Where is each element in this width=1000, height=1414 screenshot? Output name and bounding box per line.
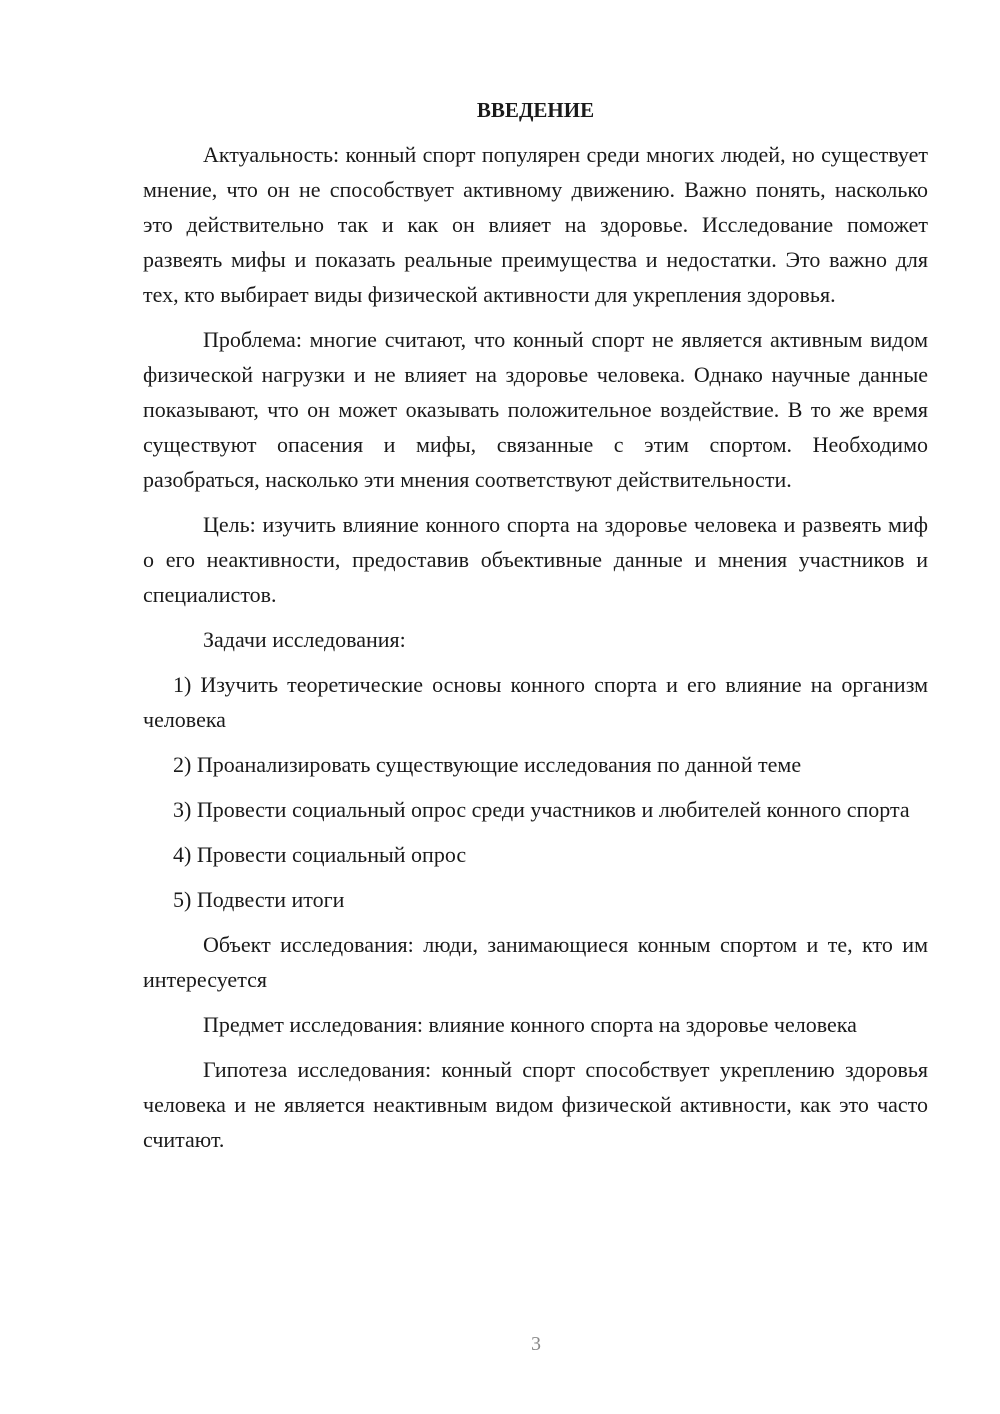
page-content	[143, 95, 928, 1167]
task-item: 1) Изучить теоретические основы конного спорта и его влияние на организм человека	[143, 672, 928, 732]
section-title: ВВЕДЕНИЕ	[476, 98, 595, 122]
object-paragraph: Объект исследования: люди, занимающиеся конным спортом и те, кто им интересуется	[143, 932, 928, 992]
hypothesis-paragraph: Гипотеза исследования: конный спорт способствует укреплению здоровья человека и не является неактивным видом физической активности, как это часто считают.	[143, 1057, 928, 1152]
task-item: 5) Подвести итоги	[173, 887, 345, 912]
subject-paragraph: Предмет исследования: влияние конного спорта на здоровье человека	[203, 1012, 857, 1037]
problem-paragraph: Проблема: многие считают, что конный спорт не является активным видом физической нагрузки и не влияет на здоровье человека. Однако научные данные показывают, что он может оказывать положительное воздействие. В то же время существуют опасения и мифы, связанные с этим спортом. Необходимо разобраться, насколько эти мнения соответствуют действительности.	[143, 327, 928, 492]
relevance-paragraph: Актуальность: конный спорт популярен среди многих людей, но существует мнение, что он не способствует активному движению. Важно понять, насколько это действительно так и как он влияет на здоровье. Исследование поможет развеять мифы и показать реальные преимущества и недостатки. Это важно для тех, кто выбирает виды физической активности для укрепления здоровья.	[143, 142, 928, 307]
tasks-heading: Задачи исследования:	[203, 627, 406, 652]
tasks-list	[143, 667, 928, 917]
goal-paragraph: Цель: изучить влияние конного спорта на здоровье человека и развеять миф о его неактивности, предоставив объективные данные и мнения участников и специалистов.	[143, 512, 928, 607]
task-item: 2) Проанализировать существующие исследования по данной теме	[173, 752, 802, 777]
task-item: 3) Провести социальный опрос среди участников и любителей конного спорта	[173, 797, 910, 822]
page-number: 3	[531, 1333, 541, 1355]
task-item: 4) Провести социальный опрос	[173, 842, 467, 867]
